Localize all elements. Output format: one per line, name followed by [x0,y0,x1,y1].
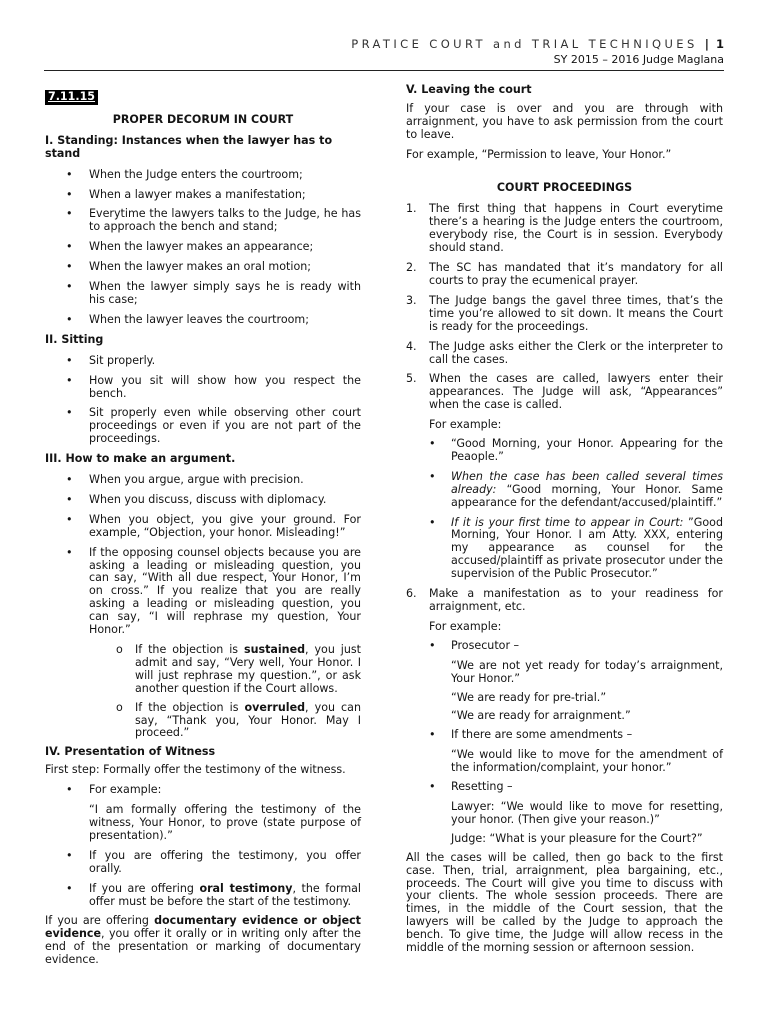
text: If the objection is [135,700,245,714]
quote: “We are not yet ready for today’s arraignment, Your Honor.” [451,658,723,685]
item-number: 4. [406,339,417,353]
emphasis: overruled [244,700,306,714]
text: , you can say, “Thank you, Your Honor. May I proceed.” [135,700,361,740]
document-title: PRATICE COURT and TRIAL TECHNIQUES [351,37,698,51]
italic-text: If it is your first time to appear in Court: [451,515,684,529]
item-number: 6. [406,587,417,601]
quote: “I am formally offering the testimony of the witness, Your Honor, to prove (state purpose of presentation).” [89,803,361,842]
italic-text: When the case has been called several times already: [451,469,723,496]
list-item: • How you sit will show how you respect the bench. [45,375,361,401]
quote: “We are ready for pre-trial.” [451,690,607,704]
numbered-item [406,262,723,288]
text: ”Good Morning, Your Honor. I am Atty. XXX, entering my appearance as counsel for the accused/plaintiff as private prosecutor under the supervision of the Public Prosecutor.” [451,515,723,581]
text: The SC has mandated that it’s mandatory for all courts to pray the ecumenical prayer. [429,261,723,287]
list-item: • When you discuss, discuss with diplomacy. [45,494,361,507]
text: If the objection is [135,643,244,656]
page-header [351,38,724,51]
list-item: • Sit properly. [45,355,361,368]
paragraph: All the cases will be called, then go back to the first case. Then, trial, arraignment, plea bargaining, etc., proceeds. The Court will give you time to discuss with your clients. The whole session proceeds. There are times, in the middle of the Court session, that the lawyers will be called by the Judge to approach the bench. To give time, the Judge will allow recess in the middle of the morning session or afternoon session. [406,850,723,955]
list-item: • Prosecutor – [406,640,723,653]
list-item: • For example: [45,784,361,797]
text: If you are offering [89,881,200,895]
quote: Lawyer: “We would like to move for resetting, your honor. (Then give your reason.)” [451,799,723,826]
text: , you just admit and say, “Very well, Your Honor. I will just rephrase my question.”, or ask another question if the Court allows. [135,643,361,695]
text: Make a manifestation as to your readiness for arraignment, etc. [429,587,723,613]
section-heading-sitting: II. Sitting [45,332,104,346]
list-item: • If there are some amendments – [406,729,723,742]
list-item: • If the opposing counsel objects because you are asking a leading or misleading question, you can say, “With all due respect, Your Honor, I’m on cross.” If you realize that you are really asking a leading or misleading question, you can say, “I will rephrase my question, Your Honor.” [45,547,361,637]
list-item: • When the lawyer leaves the courtroom; [45,314,361,327]
list-item: • When the lawyer simply says he is ready with his case; [45,281,361,307]
paragraph: First step: Formally offer the testimony of the witness. [45,763,346,777]
list-item: • When the Judge enters the courtroom; [45,169,361,182]
text: The Judge asks either the Clerk or the interpreter to call the cases. [429,339,723,366]
item-number: 3. [406,293,417,307]
document-subtitle: SY 2015 – 2016 Judge Maglana [553,53,724,66]
numbered-item [406,341,723,367]
quote: Judge: “What is your pleasure for the Court?” [451,831,703,845]
left-column [45,90,361,974]
item-number: 1. [406,202,417,216]
page-number: 1 [715,37,724,51]
list-item: • When the lawyer makes an oral motion; [45,261,361,274]
text: The Judge bangs the gavel three times, that’s the time you’re allowed to sit down. It means the Court is ready for the proceedings. [429,293,723,333]
sub-list-item [45,702,361,741]
text: The first thing that happens in Court everytime there’s a hearing is the Judge enters the courtroom, everybody rise, the Court is in session. Everybody should stand. [429,202,723,255]
section-title: COURT PROCEEDINGS [496,180,633,194]
emphasis: oral testimony [199,881,293,895]
paragraph: For example, “Permission to leave, Your Honor.” [406,147,672,161]
numbered-item [406,203,723,255]
section-heading-standing: I. Standing: Instances when the lawyer has to stand [45,133,333,160]
example-label: For example: [429,619,502,633]
section-title: PROPER DECORUM IN COURT [112,112,294,126]
quote: “We are ready for arraignment.” [451,709,631,723]
numbered-item [406,373,723,412]
list-item: • When a lawyer makes a manifestation; [45,189,361,202]
text: If you are offering [45,914,155,928]
quote: “We would like to move for the amendment of the information/complaint, your honor.” [451,748,723,775]
header-rule [44,70,724,71]
list-item: • Sit properly even while observing other court proceedings or even if you are not part of the proceedings. [45,407,361,446]
sub-list-item [45,644,361,696]
date-label: 7.11.15 [45,90,98,105]
section-heading-argument: III. How to make an argument. [45,452,236,466]
section-heading-leaving: V. Leaving the court [406,83,532,96]
paragraph [45,915,361,967]
item-number: 2. [406,261,417,275]
example-label: For example: [429,418,502,432]
list-item: • “Good Morning, your Honor. Appearing for the Peaople.” [406,438,723,464]
text: , you offer it orally or in writing only after the end of the presentation or marking of documentary evidence. [45,927,361,967]
numbered-item [406,588,723,614]
section-heading-witness: IV. Presentation of Witness [45,745,216,759]
list-item: • When you object, you give your ground. For example, “Objection, your honor. Misleading!” [45,514,361,540]
emphasis: documentary evidence or object evidence [45,914,361,941]
header-separator: | [704,37,709,51]
list-item [406,471,723,510]
list-item [45,883,361,909]
list-item [406,517,723,582]
text: , the formal offer must be before the start of the testimony. [89,881,361,908]
list-item: • If you are offering the testimony, you offer orally. [45,850,361,876]
text: “Good morning, Your Honor. Same appearance for the defendant/accused/plaintiff.” [451,482,723,509]
list-item: • Resetting – [406,781,723,794]
list-item: • When you argue, argue with precision. [45,474,361,487]
numbered-item [406,295,723,334]
emphasis: sustained [243,643,306,656]
list-item: • When the lawyer makes an appearance; [45,241,361,254]
list-item: • Everytime the lawyers talks to the Judge, he has to approach the bench and stand; [45,208,361,234]
paragraph: If your case is over and you are through with arraignment, you have to ask permission from the court to leave. [406,101,723,141]
item-number: 5. [406,372,417,386]
text: When the cases are called, lawyers enter their appearances. The Judge will ask, “Appearances” when the case is called. [429,372,723,412]
right-column [406,84,723,962]
